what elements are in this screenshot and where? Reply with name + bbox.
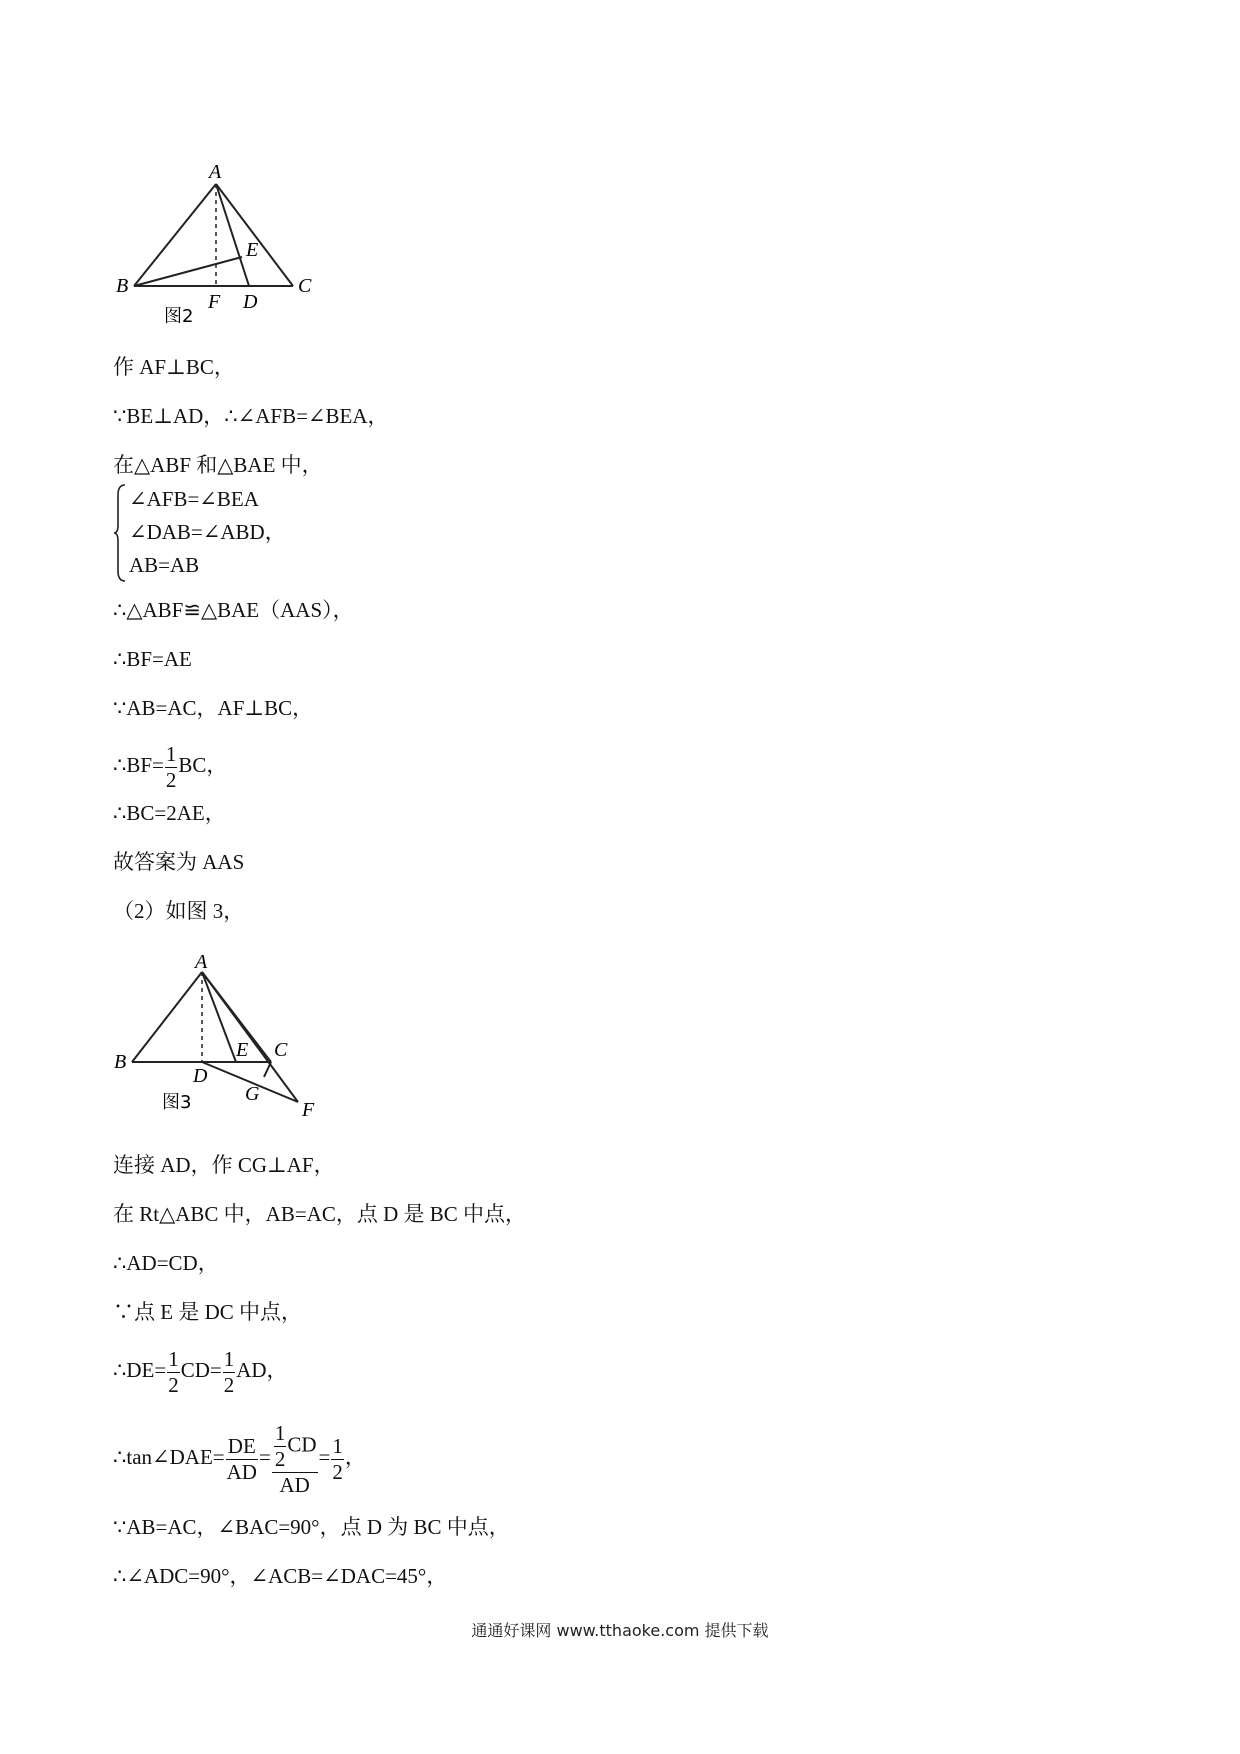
fraction-numerator: DE	[226, 1436, 258, 1460]
fraction-denominator: AD	[279, 1472, 310, 1497]
segment-be	[134, 257, 242, 286]
system-line-2: ∠DAB=∠ABD，	[129, 520, 286, 544]
label-f: F	[302, 1099, 315, 1121]
line-8: ∴BC=2AE，	[113, 801, 226, 825]
equation-system	[113, 483, 293, 583]
line-15-prefix: ∴DE=	[113, 1358, 167, 1382]
fraction-inner-half	[274, 1420, 287, 1471]
label-b: B	[114, 1051, 127, 1073]
figure-2	[110, 150, 320, 340]
equals-sign-2: =	[318, 1445, 331, 1469]
segment-ab	[134, 184, 216, 286]
system-line-1: ∠AFB=∠BEA	[129, 487, 259, 511]
fraction-denominator: 2	[332, 1459, 343, 1484]
line-5: ∴BF=AE	[113, 647, 192, 671]
line-16	[113, 1412, 366, 1502]
label-c: C	[298, 275, 312, 297]
fraction-denominator: 2	[168, 1372, 179, 1397]
segment-ae	[202, 972, 236, 1062]
segment-ac	[216, 184, 293, 286]
line-15-middle: CD=	[180, 1358, 222, 1382]
fraction-denominator: 2	[165, 767, 177, 792]
line-4: ∴△ABF≌△BAE（AAS），	[113, 598, 354, 622]
label-d: D	[193, 1065, 208, 1087]
figure-2-caption: 图2	[164, 306, 194, 327]
line-7-suffix: BC，	[178, 753, 228, 777]
label-a: A	[209, 161, 222, 183]
inner-cd: CD	[287, 1432, 317, 1456]
line-13: ∴AD=CD，	[113, 1251, 219, 1275]
fraction-numerator: 1	[165, 741, 177, 766]
line-6: ∵AB=AC，AF⊥BC，	[113, 696, 314, 720]
label-g: G	[245, 1083, 260, 1105]
equals-sign: =	[258, 1445, 271, 1469]
fraction-numerator: 1	[168, 1346, 179, 1371]
line-10: （2）如图 3，	[113, 899, 245, 923]
line-11: 连接 AD，作 CG⊥AF，	[113, 1153, 335, 1177]
fraction-half-2	[223, 1346, 236, 1397]
fraction-denominator: AD	[226, 1459, 257, 1484]
label-d: D	[243, 291, 258, 313]
line-2: ∵BE⊥AD，∴∠AFB=∠BEA，	[113, 404, 389, 428]
line-16-prefix: ∴tan∠DAE=	[113, 1445, 225, 1469]
figure-3	[110, 948, 340, 1123]
label-b: B	[116, 275, 129, 297]
line-15-suffix: AD，	[236, 1358, 288, 1382]
system-line-3: AB=AB	[129, 553, 200, 577]
fraction-numerator: 1	[332, 1433, 343, 1458]
line-16-suffix: ，	[344, 1445, 366, 1469]
left-brace-icon	[113, 483, 127, 583]
fraction-half-1	[167, 1346, 180, 1397]
line-17: ∵AB=AC，∠BAC=90°，点 D 为 BC 中点，	[113, 1515, 510, 1539]
figure-3-caption: 图3	[162, 1092, 192, 1113]
fraction-compound	[272, 1420, 318, 1497]
fraction-half	[165, 741, 178, 792]
label-e: E	[236, 1039, 249, 1061]
line-14: ∵点 E 是 DC 中点，	[113, 1300, 302, 1324]
line-9: 故答案为 AAS	[113, 850, 245, 874]
label-e: E	[246, 239, 259, 261]
segment-ab	[132, 972, 202, 1062]
line-7-prefix: ∴BF=	[113, 753, 164, 777]
line-1: 作 AF⊥BC，	[113, 355, 235, 379]
label-a: A	[195, 951, 208, 973]
line-18: ∴∠ADC=90°，∠ACB=∠DAC=45°，	[113, 1564, 448, 1588]
fraction-denominator: 2	[274, 1446, 286, 1471]
label-f: F	[208, 291, 221, 313]
segment-cg	[264, 1062, 271, 1077]
line-7	[113, 740, 227, 791]
fraction-numerator: 1	[274, 1420, 286, 1445]
fraction-denominator: 2	[223, 1372, 235, 1397]
line-12: 在 Rt△ABC 中，AB=AC，点 D 是 BC 中点，	[113, 1202, 527, 1226]
segment-ad	[216, 184, 249, 286]
line-3: 在△ABF 和△BAE 中，	[113, 453, 323, 477]
fraction-half	[331, 1433, 344, 1484]
label-c: C	[274, 1039, 288, 1061]
line-15	[113, 1345, 288, 1396]
fraction-de-over-ad	[226, 1433, 258, 1484]
page-footer: 通通好课网 www.tthaoke.com 提供下载	[471, 1621, 769, 1640]
fraction-numerator	[272, 1420, 318, 1473]
fraction-numerator: 1	[223, 1346, 235, 1371]
